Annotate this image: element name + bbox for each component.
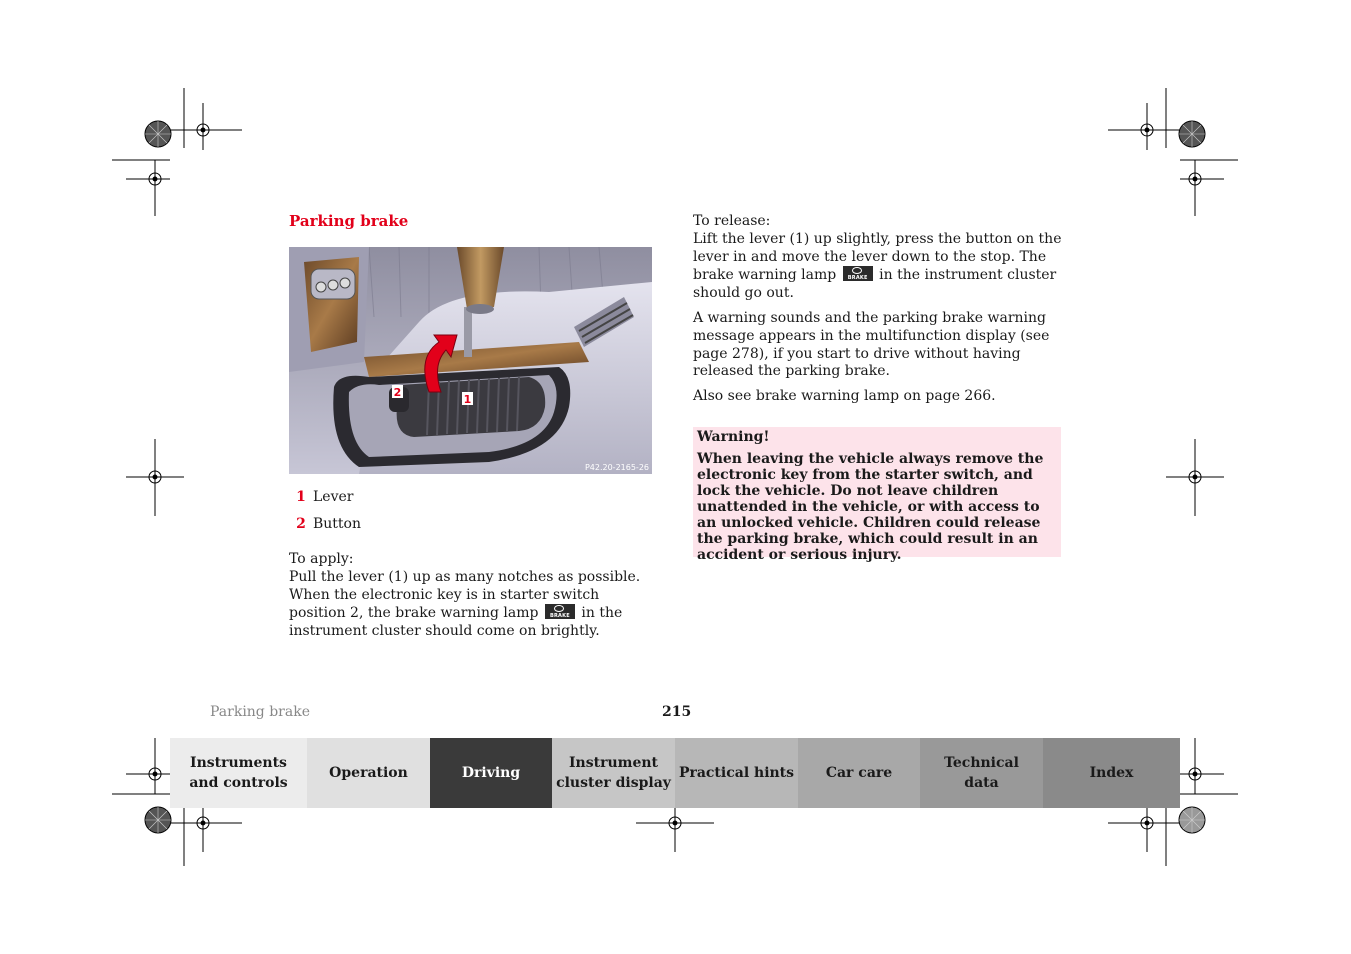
tab-car-care[interactable]: Car care bbox=[798, 738, 920, 808]
apply-text-end: in the instrument cluster should come on brightly. bbox=[289, 605, 623, 640]
tab-practical-hints[interactable]: Practical hints bbox=[675, 738, 798, 808]
release-instructions bbox=[693, 213, 1063, 413]
lamp-label: BRAKE bbox=[847, 275, 868, 282]
legend-number: 1 bbox=[296, 489, 306, 505]
brake-warning-lamp-icon bbox=[545, 604, 575, 619]
warning-box bbox=[693, 427, 1061, 563]
callout-1: 1 bbox=[463, 393, 472, 406]
parking-brake-illustration bbox=[289, 247, 652, 474]
figure-code: P42.20-2165-26 bbox=[584, 463, 649, 472]
tab-technical-data[interactable]: Technical data bbox=[920, 738, 1043, 808]
tab-instrument-cluster-display[interactable]: Instrument cluster display bbox=[552, 738, 675, 808]
figure-legend bbox=[289, 489, 361, 543]
lamp-label: BRAKE bbox=[550, 613, 570, 620]
tab-operation[interactable]: Operation bbox=[307, 738, 430, 808]
apply-heading: To apply: bbox=[289, 551, 354, 567]
apply-text: Pull the lever (1) up as many notches as possible. When the electronic key is in starter switch position 2, the brake warning lamp bbox=[289, 568, 641, 622]
release-text: Lift the lever (1) up slightly, press the button on the lever in and move the lever down to the stop. The brake warning lamp bbox=[693, 230, 1062, 284]
tab-driving[interactable]: Driving bbox=[430, 738, 552, 808]
apply-instructions bbox=[289, 551, 657, 648]
see-also-paragraph: Also see brake warning lamp on page 266. bbox=[693, 388, 996, 405]
legend-item bbox=[289, 489, 361, 516]
footer-section-title: Parking brake bbox=[210, 704, 310, 720]
apply-paragraph bbox=[289, 569, 657, 641]
page-number: 215 bbox=[662, 704, 692, 720]
legend-label: Lever bbox=[313, 489, 354, 505]
chapter-nav bbox=[170, 738, 1180, 808]
release-paragraph bbox=[693, 231, 1063, 303]
tab-index[interactable]: Index bbox=[1043, 738, 1180, 808]
callout-2: 2 bbox=[393, 386, 402, 399]
warning-body: When leaving the vehicle always remove the electronic key from the starter switch, and lock the vehicle. Do not leave children unattended in the vehicle, or with access to an unlocked vehicle. Children could release the parking brake, which could result in an accident or serious injury. bbox=[697, 451, 1044, 563]
parking-brake-lever-image bbox=[289, 247, 652, 474]
release-heading: To release: bbox=[693, 213, 771, 229]
warning-title: Warning! bbox=[697, 429, 770, 445]
release-text-end: in the instrument cluster should go out. bbox=[693, 267, 1057, 302]
legend-label: Button bbox=[313, 516, 362, 532]
legend-number: 2 bbox=[296, 516, 306, 532]
tab-instruments-and-controls[interactable]: Instruments and controls bbox=[170, 738, 307, 808]
legend-item bbox=[289, 516, 361, 543]
section-title: Parking brake bbox=[289, 212, 409, 230]
warning-sound-paragraph: A warning sounds and the parking brake warning message appears in the multifunction display (see page 278), if you start to drive without having released the parking brake. bbox=[693, 309, 1050, 380]
brake-warning-lamp-icon bbox=[843, 266, 873, 281]
